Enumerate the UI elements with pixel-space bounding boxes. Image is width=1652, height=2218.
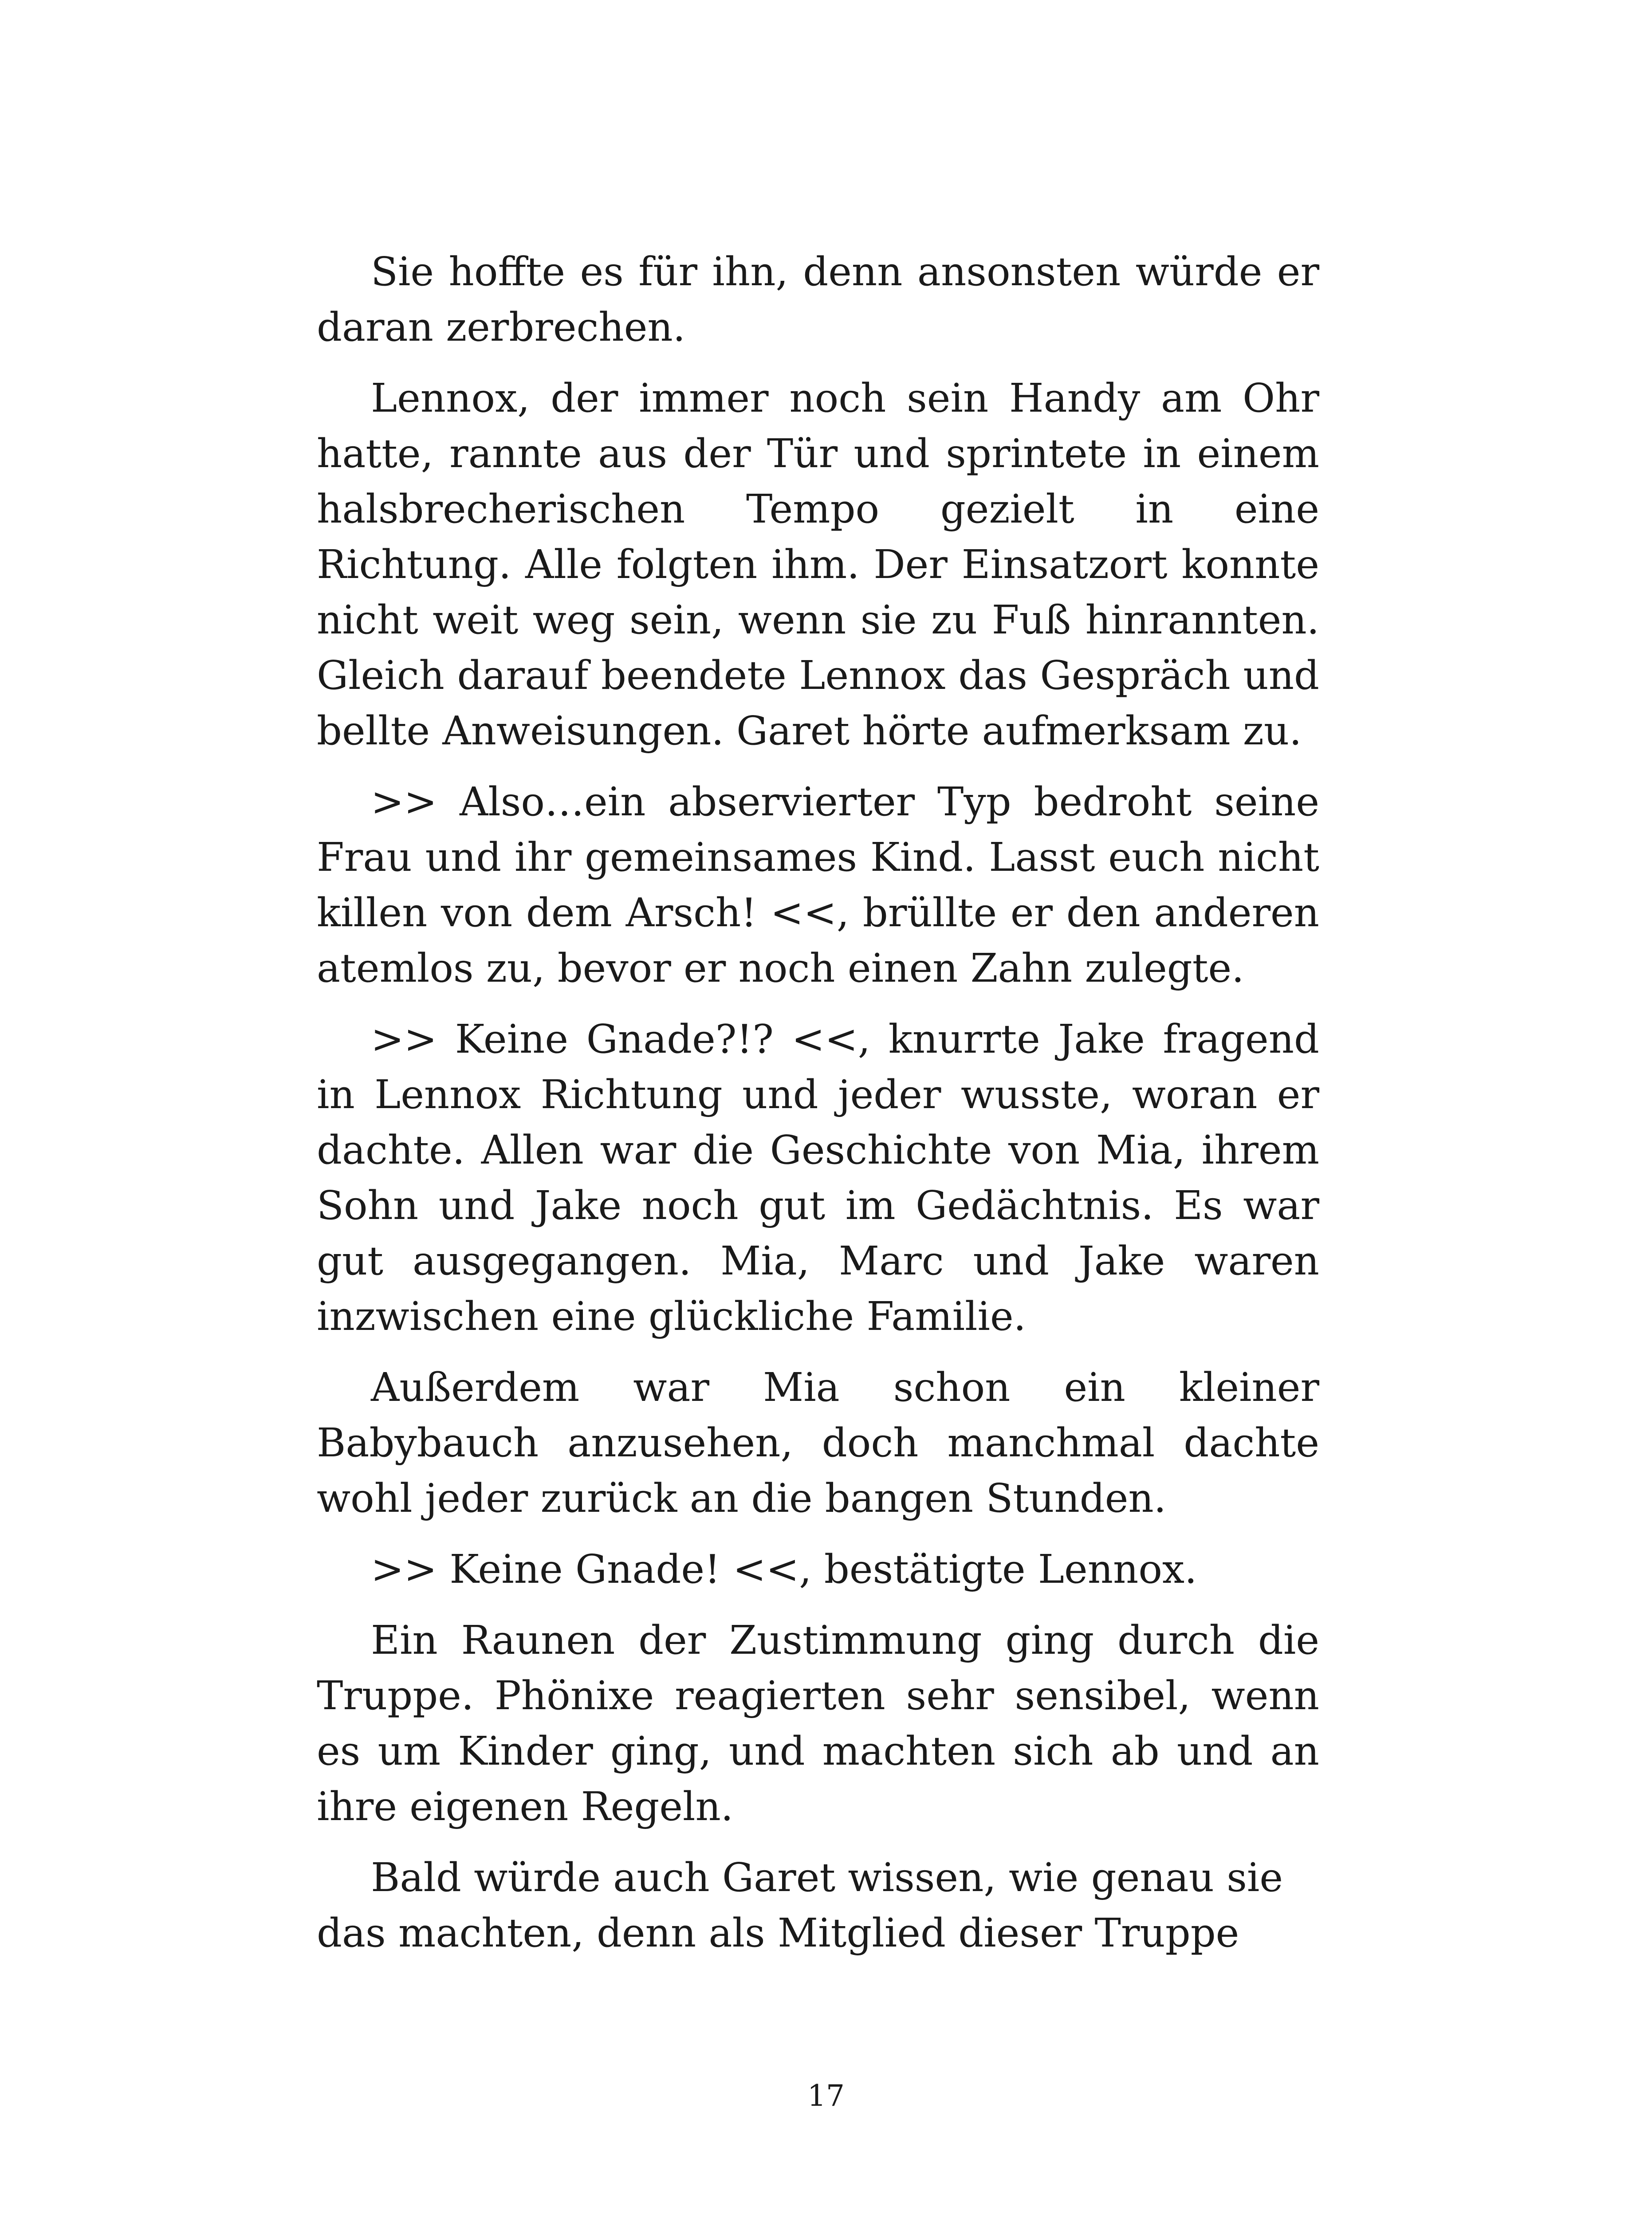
- paragraph-3: >> Also…ein abservierter Typ bedroht seine Frau und ihr gemeinsames Kind. Lasst euch nicht killen von dem Arsch! <<, brüllte er den anderen atemlos zu, bevor er noch einen Zahn zulegte.: [317, 779, 1319, 991]
- paragraph-5: Außerdem war Mia schon ein kleiner Babybauch anzusehen, doch manchmal dachte wohl jeder zurück an die bangen Stunden.: [317, 1364, 1319, 1521]
- body-text: [317, 244, 1319, 1976]
- paragraph-1: Sie hoffte es für ihn, denn ansonsten würde er daran zerbrechen.: [317, 248, 1319, 350]
- paragraph-7: Ein Raunen der Zustimmung ging durch die Truppe. Phönixe reagierten sehr sensibel, wenn es um Kinder ging, und machten sich ab und an ihre eigenen Regeln.: [317, 1617, 1319, 1829]
- paragraph-4: >> Keine Gnade?!? <<, knurrte Jake fragend in Lennox Richtung und jeder wusste, woran er dachte. Allen war die Geschichte von Mia, ihrem Sohn und Jake noch gut im Gedächtnis. Es war gut ausgegangen. Mia, Marc und Jake waren inzwischen eine glückliche Familie.: [317, 1016, 1319, 1339]
- page-number: 17: [807, 2079, 845, 2113]
- paragraph-8: Bald würde auch Garet wissen, wie genau sie das machten, denn als Mitglied dieser Truppe: [317, 1854, 1283, 1956]
- paragraph-6: >> Keine Gnade! <<, bestätigte Lennox.: [371, 1546, 1197, 1592]
- paragraph-2: Lennox, der immer noch sein Handy am Ohr hatte, rannte aus der Tür und sprintete in einem halsbrecherischen Tempo gezielt in eine Richtung. Alle folgten ihm. Der Einsatzort konnte nicht weit weg sein, wenn sie zu Fuß hinrannten. Gleich darauf beendete Lennox das Gespräch und bellte Anweisungen. Garet hörte aufmerksam zu.: [317, 375, 1319, 754]
